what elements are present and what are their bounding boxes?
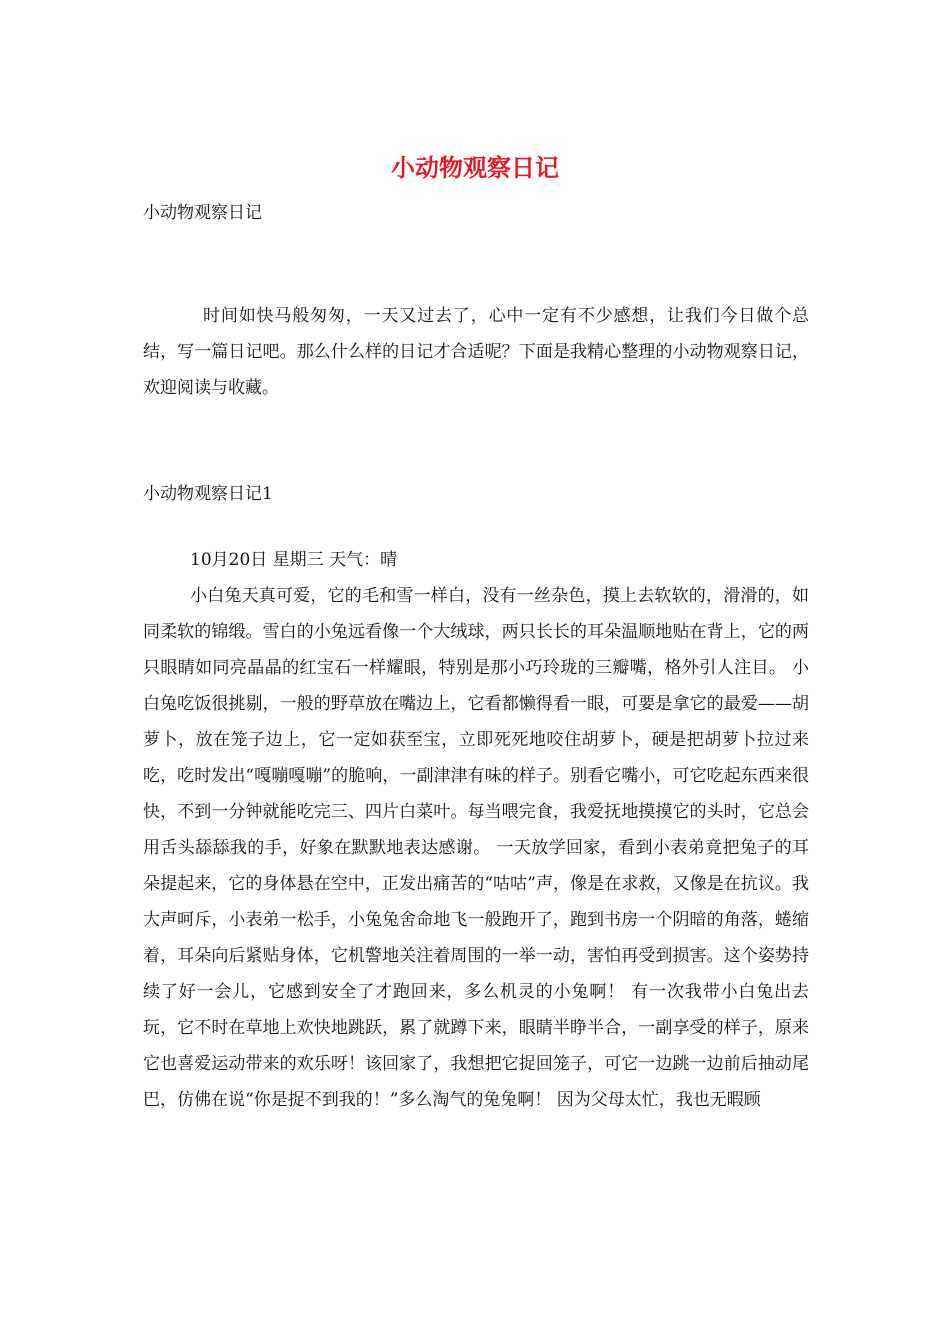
document-subtitle: 小动物观察日记 bbox=[143, 203, 262, 223]
diary-dateline: 10月20日 星期三 天气：晴 bbox=[190, 550, 398, 570]
document-title: 小动物观察日记 bbox=[391, 153, 559, 182]
diary-body-paragraph: 小白兔天真可爱，它的毛和雪一样白，没有一丝杂色，摸上去软软的，滑滑的，如同柔软的锦缎。雪白的小兔远看像一个大绒球，两只长长的耳朵温顺地贴在背上，它的两只眼睛如同亮晶晶的红宝石一样耀眼，特别是那小巧玲珑的三瓣嘴，格外引人注目。 小白兔吃饭很挑剔，一般的野草放在嘴边上，它看都懒得看一眼，可要是拿它的最爱——胡萝卜，放在笼子边上，它一定如获至宝，立即死死地咬住胡萝卜，硬是把胡萝卜拉过来吃，吃时发出“嘎嘣嘎嘣”的脆响，一副津津有味的样子。别看它嘴小，可它吃起东西来很快，不到一分钟就能吃完三、四片白菜叶。每当喂完食，我爱抚地摸摸它的头时，它总会用舌头舔舔我的手，好象在默默地表达感谢。 一天放学回家，看到小表弟竟把兔子的耳朵提起来，它的身体悬在空中，正发出痛苦的“咕咕”声，像是在求救，又像是在抗议。我大声呵斥，小表弟一松手，小兔兔舍命地飞一般跑开了，跑到书房一个阴暗的角落，蜷缩着，耳朵向后紧贴身体，它机警地关注着周围的一举一动，害怕再受到损害。这个姿势持续了好一会儿，它感到安全了才跑回来，多么机灵的小兔啊！ 有一次我带小白兔出去玩，它不时在草地上欢快地跳跃，累了就蹲下来，眼睛半睁半合，一副享受的样子，原来它也喜爱运动带来的欢乐呀！该回家了，我想把它捉回笼子，可它一边跳一边前后抽动尾巴，仿佛在说“你是捉不到我的！”多么淘气的兔兔啊！ 因为父母太忙，我也无暇顾 bbox=[143, 586, 809, 1110]
intro-paragraph: 时间如快马般匆匆，一天又过去了，心中一定有不少感想，让我们今日做个总结，写一篇日记吧。那么什么样的日记才合适呢？下面是我精心整理的小动物观察日记，欢迎阅读与收藏。 bbox=[143, 306, 809, 398]
section-heading: 小动物观察日记1 bbox=[143, 484, 273, 504]
